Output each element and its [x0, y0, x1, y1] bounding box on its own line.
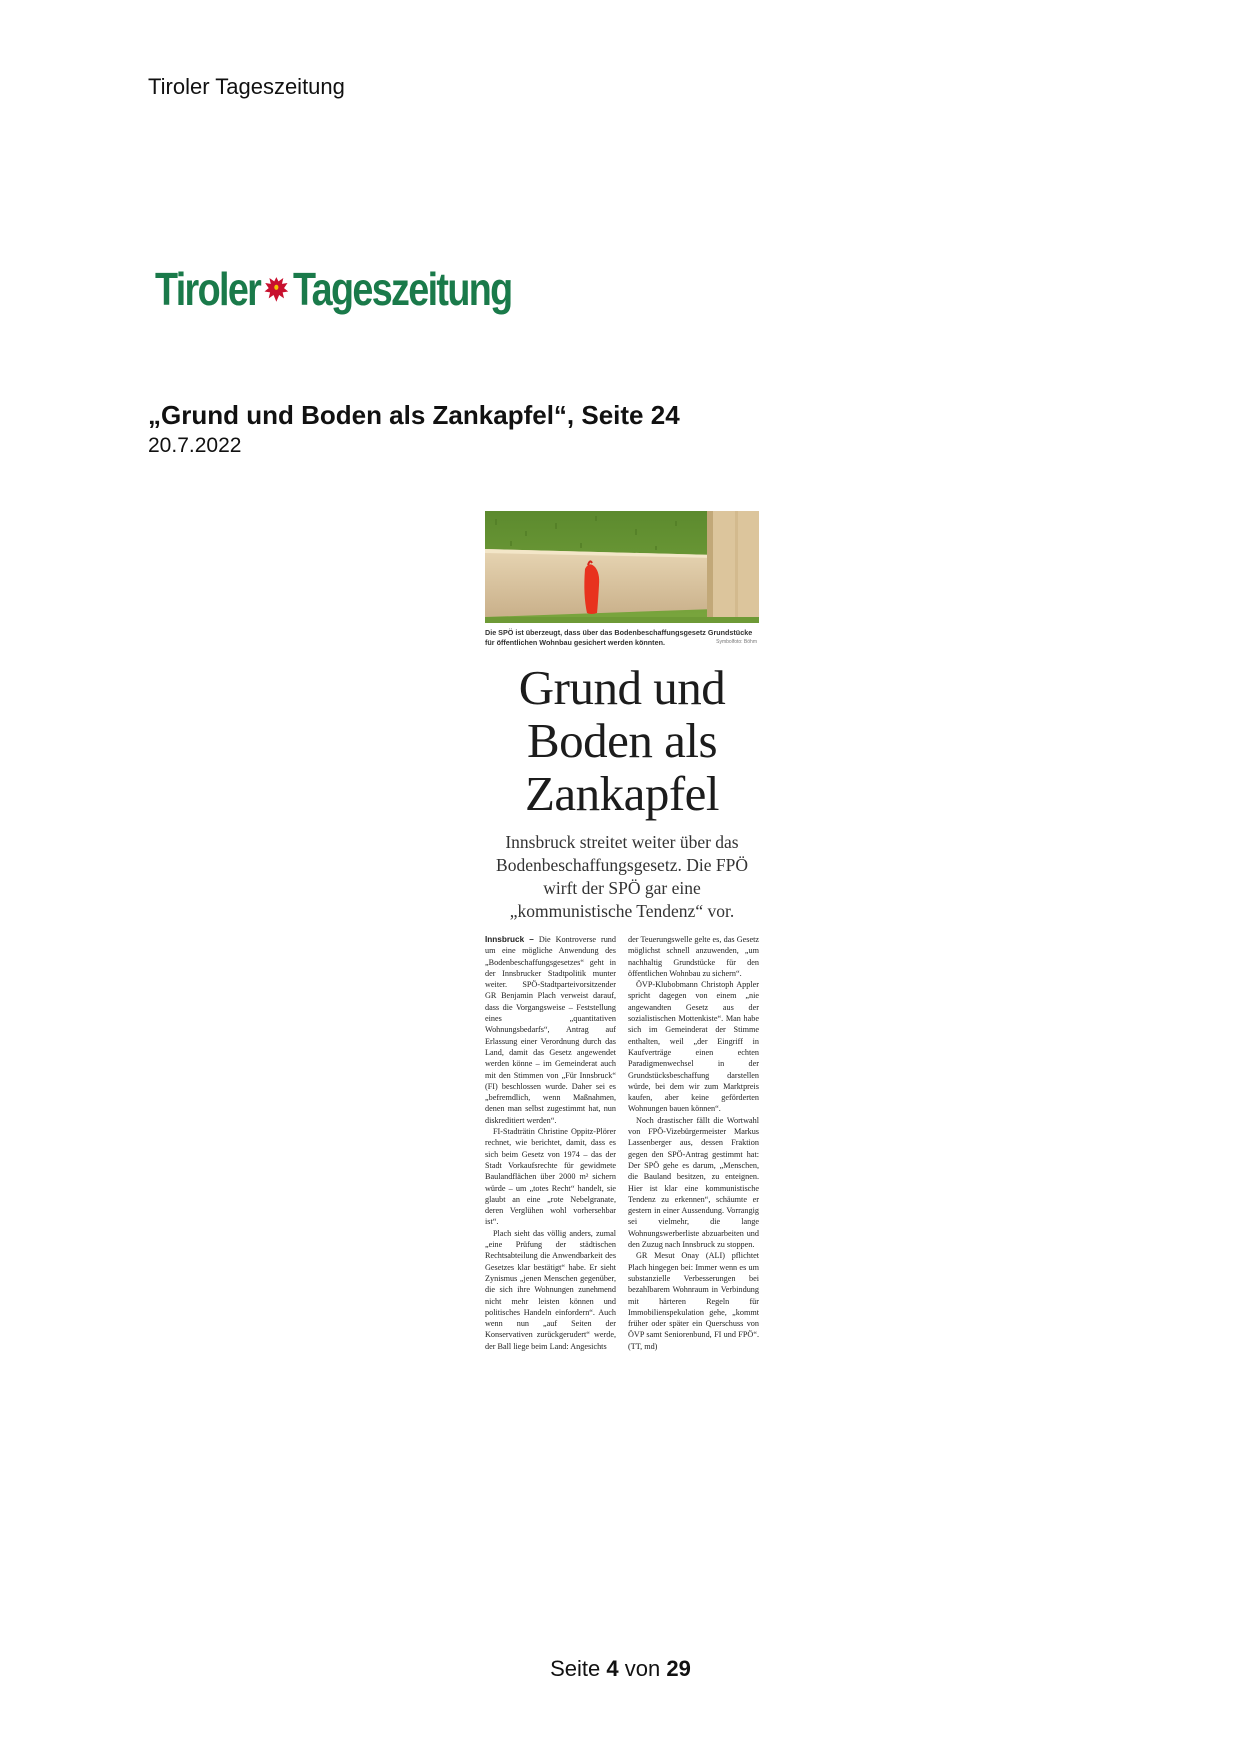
- article-paragraph: ÖVP-Klubobmann Christoph Appler spricht dagegen von einem „nie angewandten Gesetz aus der sozialistischen Mottenkiste“. Man habe sich im Gemeinderat der Stimme enthalten, weil „der Eingriff in Kaufverträge einen echten Paradigmenwechsel in der Grundstücksbeschaffung darstellen würde, bei dem wir zum Marktpreis kaufen, aber keine geförderten Wohnungen bauen können“.: [628, 980, 759, 1114]
- article-subhead: Innsbruck streitet weiter über das Bodenbeschaffungsgesetz. Die FPÖ wirft der SPÖ gar eine „kommunistische Tendenz“ vor.: [496, 832, 748, 921]
- article-paragraph: Innsbruck – Die Kontroverse rund um eine mögliche Anwendung des „Bodenbeschaffungsgesetzes“ geht in der Innsbrucker Stadtpolitik munter weiter. SPÖ-Stadtparteivorsitzender GR Benjamin Plach verweist darauf, dass die Vorgangsweise – Feststellung eines „quantitativen Wohnungsbedarfs“, Antrag auf Erlassung einer Verordnung durch das Land, damit das Gesetz angewendet werden könne – im Gemeinderat auch mit den Stimmen von „Für Innsbruck“ (FI) beschlossen wurde. Daher sei es „befremdlich, wenn Maßnahmen, denen man selbst zugestimmt hat, nun diskreditiert werden“.: [485, 935, 616, 1125]
- article-paragraph: Noch drastischer fällt die Wortwahl von FPÖ-Vizebürgermeister Markus Lassenberger aus, dessen Fraktion gegen den SPÖ-Antrag gestimmt hat: Der SPÖ gehe es darum, „Menschen, die Bauland besitzen, zu enteignen. Hier ist klar eine kommunistische Tendenz zu erkennen“, schäumte er gestern in einer Aussendung. Vorrangig sei vielmehr, die lange Wohnungswerberliste abzuarbeiten und den Zuzug nach Innsbruck zu stoppen.: [628, 1115, 759, 1250]
- article-paragraph: der Teuerungswelle gelte es, das Gesetz möglichst schnell anzuwenden, „um nachhaltig Grundstücke für den öffentlichen Wohnbau zu sichern“.: [628, 935, 759, 978]
- photo-caption: Die SPÖ ist überzeugt, dass über das Bodenbeschaffungsgesetz Grundstücke für öffentlichen Wohnbau gesichert werden könnten.: [485, 628, 753, 647]
- total-page-count: 29: [666, 1656, 691, 1681]
- document-title: „Grund und Boden als Zankapfel“, Seite 24: [148, 400, 680, 430]
- article-paragraph: GR Mesut Onay (ALI) pflichtet Plach hingegen bei: Immer wenn es um substanzielle Verbesserungen bei bezahlbarem Wohnraum in Verbindung mit härteren Regeln für Immobilienspekulation gehe, „kommt früher oder später ein Querschuss von ÖVP samt Seniorenbund, FI und FPÖ“. (TT, md): [628, 1251, 759, 1351]
- newspaper-logo: [155, 262, 512, 316]
- photo-credit: Symbolfoto: Böhm: [716, 639, 757, 645]
- logo-text-left: Tiroler: [155, 263, 261, 315]
- document-date: 20.7.2022: [148, 434, 242, 457]
- footer-prefix: Seite: [550, 1656, 601, 1681]
- logo-text-right: Tageszeitung: [293, 263, 512, 315]
- current-page-number: 4: [606, 1656, 619, 1681]
- tyrolean-eagle-icon: [263, 272, 291, 306]
- footer-middle: von: [624, 1656, 661, 1681]
- article-dateline: Innsbruck –: [485, 935, 534, 944]
- source-header: Tiroler Tageszeitung: [148, 74, 345, 99]
- article-photo: [485, 511, 759, 623]
- article-column-2: [628, 934, 759, 1352]
- article-headline: Grund und Boden als Zankapfel: [518, 660, 726, 821]
- article-paragraph: Plach sieht das völlig anders, zumal „eine Prüfung der städtischen Rechtsabteilung die Anwendbarkeit des Gesetzes klar bestätigt“ habe. Er sieht Zynismus „jenen Menschen gegenüber, die sich ihre Wohnungen zunehmend nicht mehr leisten können und politisches Handeln einfordern“. Auch wenn nun „auf Seiten der Konservativen zurückgerudert“ werde, der Ball liege beim Land: Angesichts: [485, 1228, 616, 1351]
- article-column-1: [485, 934, 616, 1352]
- page-footer: [0, 1656, 1241, 1682]
- article-paragraph: FI-Stadträtin Christine Oppitz-Plörer rechnet, wie berichtet, damit, dass es sich beim Gesetz von 1974 – das der Stadt Vorkaufsrechte für gewidmete Baulandflächen über 2000 m² sichern würde – um „totes Recht“ handelt, sie glaubt an eine „rote Nebelgranate, deren Verglühen wohl vorhersehbar ist“.: [485, 1127, 616, 1227]
- newspaper-clipping: [485, 511, 759, 1466]
- article-body: [485, 934, 759, 1352]
- fence-photo-image: [485, 511, 759, 623]
